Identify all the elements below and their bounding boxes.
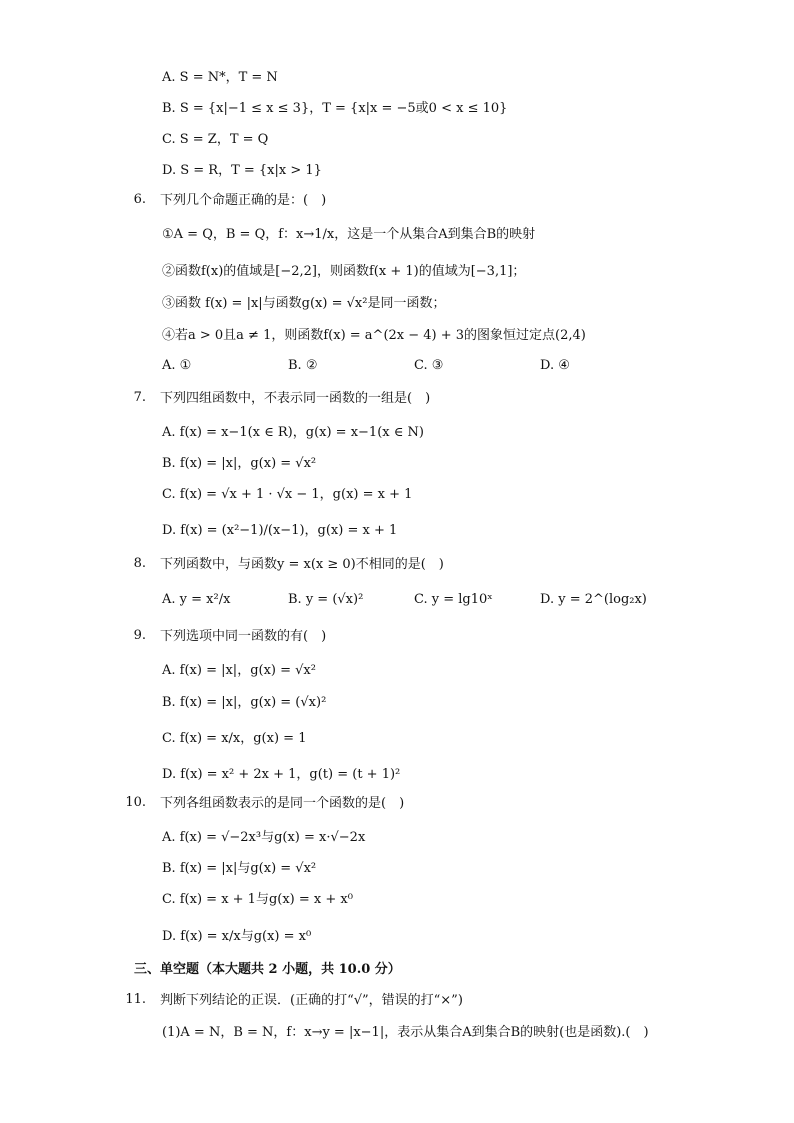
q10-stem: 下列各组函数表示的是同一个函数的是( ): [160, 796, 405, 811]
q8-stem: 下列函数中，与函数y = x(x ≥ 0)不相同的是( ): [160, 557, 444, 572]
q6-choice-b: B. ②: [288, 358, 318, 373]
q6-item-4: ④若a > 0且a ≠ 1，则函数f(x) = a^(2x − 4) + 3的图象恒过定点(2,4): [162, 328, 586, 343]
q9-option-b: B. f(x) = |x|，g(x) = (√x)²: [162, 695, 327, 710]
q8-number: 8.: [133, 556, 146, 571]
q5-option-c: C. S = Z，T = Q: [162, 132, 269, 147]
q9-option-d: D. f(x) = x² + 2x + 1，g(t) = (t + 1)²: [162, 767, 401, 782]
q5-option-d: D. S = R，T = {x|x > 1}: [162, 163, 322, 178]
q7-stem: 下列四组函数中，不表示同一函数的一组是( ): [160, 391, 431, 406]
q8-choice-b: B. y = (√x)²: [288, 592, 364, 607]
q10-option-c: C. f(x) = x + 1与g(x) = x + x⁰: [162, 892, 353, 907]
section-3-title: 三、单空题（本大题共 2 小题，共 10.0 分）: [134, 962, 401, 977]
q7-option-c: C. f(x) = √x + 1 · √x − 1，g(x) = x + 1: [162, 487, 413, 502]
q6-stem: 下列几个命题正确的是：( ): [160, 193, 327, 208]
q6-item-1: ①A = Q，B = Q，f：x→1/x，这是一个从集合A到集合B的映射: [162, 227, 536, 242]
q7-option-d: D. f(x) = (x²−1)/(x−1)，g(x) = x + 1: [162, 523, 398, 538]
q6-item-2: ②函数f(x)的值域是[−2,2]，则函数f(x + 1)的值域为[−3,1]；: [162, 264, 526, 279]
q10-option-a: A. f(x) = √−2x³与g(x) = x·√−2x: [162, 830, 366, 845]
q6-item-3: ③函数 f(x) = |x|与函数g(x) = √x²是同一函数；: [162, 296, 446, 311]
q6-choice-a: A. ①: [162, 358, 192, 373]
q7-option-b: B. f(x) = |x|，g(x) = √x²: [162, 456, 317, 471]
q10-option-b: B. f(x) = |x|与g(x) = √x²: [162, 861, 317, 876]
q10-number: 10.: [125, 795, 146, 810]
q5-option-a: A. S = N*，T = N: [162, 70, 278, 85]
q8-choice-c: C. y = lg10ˣ: [414, 592, 493, 607]
q9-option-c: C. f(x) = x/x，g(x) = 1: [162, 731, 307, 746]
q7-number: 7.: [133, 390, 146, 405]
q10-option-d: D. f(x) = x/x与g(x) = x⁰: [162, 929, 312, 944]
q9-option-a: A. f(x) = |x|，g(x) = √x²: [162, 663, 316, 678]
q6-choice-c: C. ③: [414, 358, 444, 373]
q8-choice-d: D. y = 2^(log₂x): [540, 592, 647, 607]
q11-part-1: (1)A = N，B = N，f：x→y = |x−1|，表示从集合A到集合B的映射(也是函数).( ): [162, 1025, 649, 1040]
q9-number: 9.: [133, 628, 146, 643]
q8-choice-a: A. y = x²/x: [162, 592, 231, 607]
q7-option-a: A. f(x) = x−1(x ∈ R)，g(x) = x−1(x ∈ N): [162, 425, 424, 440]
q11-number: 11.: [125, 992, 146, 1007]
q5-option-b: B. S = {x|−1 ≤ x ≤ 3}，T = {x|x = −5或0 < x ≤ 10}: [162, 101, 508, 116]
q6-choice-d: D. ④: [540, 358, 570, 373]
q6-number: 6.: [133, 192, 146, 207]
q9-stem: 下列选项中同一函数的有( ): [160, 629, 327, 644]
q11-stem: 判断下列结论的正误．(正确的打“√”，错误的打“×”): [160, 993, 463, 1008]
